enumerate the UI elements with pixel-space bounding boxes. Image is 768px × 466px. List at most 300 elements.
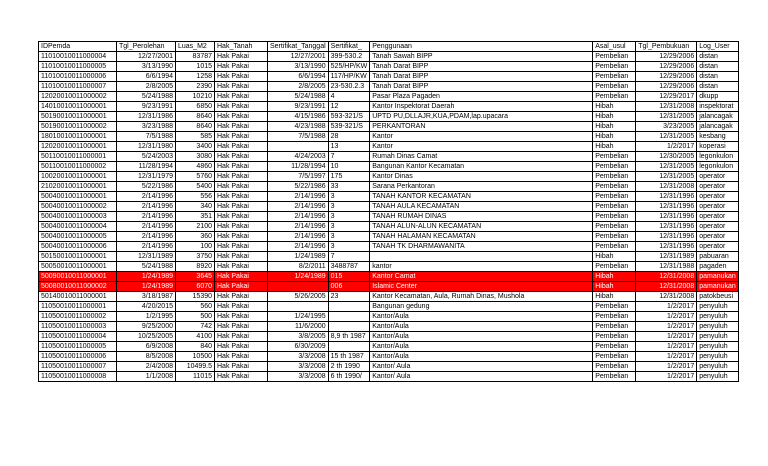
cell[interactable]: 1/24/1989 [268,252,329,262]
cell[interactable]: Kantor/ Aula [370,372,593,382]
cell[interactable]: 5/24/1988 [117,92,176,102]
cell[interactable]: 100 [176,242,215,252]
cell[interactable]: 015 [328,272,370,282]
cell[interactable]: 3/23/1988 [117,122,176,132]
cell[interactable]: 8640 [176,122,215,132]
cell[interactable]: 50110010011000002 [39,162,117,172]
cell[interactable] [370,252,593,262]
cell[interactable]: penyuluh [697,372,739,382]
cell[interactable]: 12/31/1989 [117,252,176,262]
cell[interactable]: TANAH ALUN-ALUN KECAMATAN [370,222,593,232]
cell[interactable]: 1/24/1989 [268,272,329,282]
cell[interactable]: Penggunaan [370,42,593,52]
cell[interactable]: 21020010011000001 [39,182,117,192]
cell[interactable]: Tanah Sawah BIPP [370,52,593,62]
cell[interactable]: 11050010011000002 [39,312,117,322]
cell[interactable] [268,142,329,152]
cell[interactable]: operator [697,172,739,182]
cell[interactable]: 10500 [176,352,215,362]
cell[interactable]: Kantor Camat [370,272,593,282]
cell[interactable]: 2/14/1996 [117,192,176,202]
cell[interactable]: 3/18/1987 [117,292,176,302]
cell[interactable]: penyuluh [697,322,739,332]
cell[interactable]: operator [697,182,739,192]
cell[interactable]: Hak Pakai [215,52,268,62]
cell[interactable]: 18010010011000001 [39,132,117,142]
cell[interactable]: TANAH KANTOR KECAMATAN [370,192,593,202]
cell[interactable]: 11050010011000005 [39,342,117,352]
cell[interactable]: Pembelian [593,232,636,242]
cell[interactable]: operator [697,202,739,212]
cell[interactable]: penyuluh [697,362,739,372]
cell[interactable]: 500 [176,312,215,322]
cell[interactable]: 11050010011000008 [39,372,117,382]
cell[interactable]: Pembelian [593,222,636,232]
cell[interactable]: Hibah [593,292,636,302]
cell[interactable]: 12/31/2008 [636,272,697,282]
cell[interactable]: pamanukan [697,282,739,292]
cell[interactable]: Hak Pakai [215,192,268,202]
cell[interactable]: pamanukan [697,272,739,282]
cell[interactable]: 23 [328,292,370,302]
cell[interactable]: 12/29/2006 [636,72,697,82]
cell[interactable]: 3 [328,192,370,202]
cell[interactable]: 50150010011000001 [39,252,117,262]
cell[interactable]: 4/20/2015 [117,302,176,312]
cell[interactable]: 742 [176,322,215,332]
cell[interactable]: 3/3/2008 [268,372,329,382]
cell[interactable]: 9/23/1991 [117,102,176,112]
cell[interactable]: Hak Pakai [215,172,268,182]
cell[interactable]: 3750 [176,252,215,262]
cell[interactable]: Kantor Kecamatan, Aula, Rumah Dinas, Mushola [370,292,593,302]
cell[interactable]: 399-530.2 [328,52,370,62]
cell[interactable]: Pembelian [593,82,636,92]
cell[interactable]: Pembelian [593,182,636,192]
cell[interactable]: Pembelian [593,52,636,62]
cell[interactable]: 2/14/1996 [117,232,176,242]
cell[interactable]: 2/14/1996 [117,242,176,252]
cell[interactable]: Pembelian [593,152,636,162]
cell[interactable]: 1015 [176,62,215,72]
cell[interactable]: 50140010011000001 [39,292,117,302]
cell[interactable]: distan [697,82,739,92]
cell[interactable]: Hak Pakai [215,162,268,172]
cell[interactable]: 2/14/1996 [117,212,176,222]
cell[interactable]: 12/31/2008 [636,182,697,192]
cell[interactable]: Hak Pakai [215,352,268,362]
cell[interactable]: 3400 [176,142,215,152]
cell[interactable]: 11010010011000007 [39,82,117,92]
cell[interactable]: Pembelian [593,162,636,172]
cell[interactable]: Pembelian [593,372,636,382]
cell[interactable]: Hak Pakai [215,82,268,92]
cell[interactable]: Hibah [593,282,636,292]
cell[interactable]: 2/14/1996 [117,222,176,232]
cell[interactable]: 50050010011000001 [39,262,117,272]
cell[interactable]: 7/5/1997 [268,172,329,182]
cell[interactable]: 4860 [176,162,215,172]
cell[interactable]: 1/2/2017 [636,372,697,382]
cell[interactable]: 12/31/1996 [636,232,697,242]
cell[interactable]: legonkulon [697,152,739,162]
cell[interactable]: 50110010011000001 [39,152,117,162]
cell[interactable]: 11050010011000003 [39,322,117,332]
cell[interactable]: Kantor/Aula [370,322,593,332]
cell[interactable]: 11/28/1994 [117,162,176,172]
cell[interactable]: 585 [176,132,215,142]
cell[interactable]: 12/31/1996 [636,242,697,252]
cell[interactable]: Pembelian [593,92,636,102]
cell[interactable]: 3/23/2005 [636,122,697,132]
cell[interactable] [328,312,370,322]
cell[interactable]: Hak Pakai [215,92,268,102]
cell[interactable]: 6/6/1994 [117,72,176,82]
cell[interactable]: 7/5/1988 [268,132,329,142]
cell[interactable]: 1/2/2017 [636,302,697,312]
cell[interactable]: 12/31/1996 [636,222,697,232]
cell[interactable]: 12/31/1996 [636,192,697,202]
cell[interactable]: Hak Pakai [215,72,268,82]
cell[interactable]: 3080 [176,152,215,162]
cell[interactable]: 12020010011000001 [39,142,117,152]
cell[interactable]: 12/31/1986 [117,112,176,122]
cell[interactable]: 12/31/2008 [636,102,697,112]
cell[interactable]: 12/31/2008 [636,292,697,302]
cell[interactable]: Hak Pakai [215,272,268,282]
cell[interactable]: Hak Pakai [215,302,268,312]
cell[interactable]: 15390 [176,292,215,302]
cell[interactable]: 4/23/1988 [268,122,329,132]
cell[interactable]: 50040010011000003 [39,212,117,222]
cell[interactable]: 5/24/1988 [268,92,329,102]
cell[interactable]: UPTD PU,DLLAJR,KUA,PDAM,lap.upacara [370,112,593,122]
cell[interactable]: Hak Pakai [215,282,268,292]
cell[interactable]: Pembelian [593,312,636,322]
cell[interactable]: Hak Pakai [215,292,268,302]
cell[interactable]: 12/30/2005 [636,152,697,162]
cell[interactable]: IDPemda [39,42,117,52]
cell[interactable]: 5760 [176,172,215,182]
cell[interactable]: Tgl_Pembukuan [636,42,697,52]
cell[interactable]: 5/22/1986 [117,182,176,192]
cell[interactable]: Pembelian [593,192,636,202]
cell[interactable]: Hibah [593,132,636,142]
cell[interactable]: Kantor/Aula [370,342,593,352]
cell[interactable]: 2/14/1996 [268,232,329,242]
cell[interactable]: 3/3/2008 [268,362,329,372]
cell[interactable]: 11/28/1994 [268,162,329,172]
cell[interactable]: Hak Pakai [215,372,268,382]
cell[interactable]: pabuaran [697,252,739,262]
cell[interactable]: 11010010011000005 [39,62,117,72]
cell[interactable]: 13 [328,142,370,152]
cell[interactable]: Kantor Inspektorat Daerah [370,102,593,112]
cell[interactable]: 2/14/1996 [268,242,329,252]
cell[interactable]: 1/2/2017 [636,352,697,362]
cell[interactable]: Kantor Dinas [370,172,593,182]
cell[interactable]: 593-321/S [328,112,370,122]
cell[interactable]: 3488787 [328,262,370,272]
cell[interactable]: inspektorat [697,102,739,112]
cell[interactable]: Hak Pakai [215,112,268,122]
cell[interactable]: operator [697,242,739,252]
cell[interactable] [328,302,370,312]
cell[interactable]: 3/13/1990 [268,62,329,72]
cell[interactable] [328,342,370,352]
cell[interactable]: 3/13/1990 [117,62,176,72]
cell[interactable]: 2/14/1996 [268,212,329,222]
cell[interactable]: operator [697,192,739,202]
cell[interactable]: 12/31/2008 [636,282,697,292]
cell[interactable]: 12/31/2005 [636,112,697,122]
cell[interactable]: Pembelian [593,332,636,342]
cell[interactable]: 12/31/1988 [636,262,697,272]
cell[interactable]: PERKANTORAN [370,122,593,132]
cell[interactable]: 50190010011000001 [39,112,117,122]
cell[interactable]: Hak Pakai [215,362,268,372]
cell[interactable]: 539-321/S [328,122,370,132]
cell[interactable]: Hibah [593,252,636,262]
cell[interactable]: 2 th 1990 [328,362,370,372]
cell[interactable]: penyuluh [697,302,739,312]
cell[interactable]: 10499.5 [176,362,215,372]
cell[interactable]: 4/15/1986 [268,112,329,122]
cell[interactable]: Hibah [593,142,636,152]
cell[interactable]: Tanah Darat BIPP [370,62,593,72]
cell[interactable]: 50080010011000002 [39,282,117,292]
cell[interactable]: 12/31/1980 [117,142,176,152]
cell[interactable]: TANAH RUMAH DINAS [370,212,593,222]
cell[interactable]: Kantor [370,132,593,142]
cell[interactable]: Log_User [697,42,739,52]
cell[interactable]: 12/31/2005 [636,132,697,142]
cell[interactable]: kesbang [697,132,739,142]
cell[interactable]: Hak Pakai [215,122,268,132]
cell[interactable]: 9/25/2000 [117,322,176,332]
cell[interactable]: 12 [328,102,370,112]
cell[interactable]: Hak Pakai [215,152,268,162]
cell[interactable]: 840 [176,342,215,352]
cell[interactable]: Tgl_Perolehan [117,42,176,52]
cell[interactable]: 33 [328,182,370,192]
cell[interactable]: 12/31/1996 [636,202,697,212]
cell[interactable]: Pembelian [593,62,636,72]
cell[interactable]: 525/HP/KW [328,62,370,72]
cell[interactable]: 3 [328,242,370,252]
cell[interactable]: 50040010011000002 [39,202,117,212]
cell[interactable]: penyuluh [697,342,739,352]
cell[interactable]: Sertifikat_Tanggal [268,42,329,52]
cell[interactable]: koperasi [697,142,739,152]
cell[interactable]: 1/2/2017 [636,312,697,322]
cell[interactable] [268,282,329,292]
cell[interactable]: 5/22/1986 [268,182,329,192]
cell[interactable]: Bangunan gedung [370,302,593,312]
cell[interactable]: 3/8/2005 [268,332,329,342]
cell[interactable]: 10020010011000001 [39,172,117,182]
cell[interactable]: 3 [328,212,370,222]
cell[interactable]: Hak Pakai [215,102,268,112]
cell[interactable]: operator [697,232,739,242]
cell[interactable]: 4/24/2003 [268,152,329,162]
cell[interactable]: 3 [328,202,370,212]
cell[interactable]: Islamic Center [370,282,593,292]
cell[interactable]: 2390 [176,82,215,92]
cell[interactable]: Pembelian [593,342,636,352]
cell[interactable]: 6 th 1990/ [328,372,370,382]
cell[interactable]: kantor [370,262,593,272]
cell[interactable]: penyuluh [697,332,739,342]
cell[interactable]: 1/2/2017 [636,332,697,342]
cell[interactable]: 1/24/1989 [117,282,176,292]
cell[interactable]: 006 [328,282,370,292]
cell[interactable]: 3 [328,232,370,242]
cell[interactable]: Pembelian [593,212,636,222]
cell[interactable]: 50040010011000001 [39,192,117,202]
cell[interactable]: Pembelian [593,72,636,82]
cell[interactable]: Sertifikat_ [328,42,370,52]
cell[interactable]: Kantor/Aula [370,312,593,322]
cell[interactable]: 7 [328,252,370,262]
cell[interactable]: 2/8/2005 [268,82,329,92]
cell[interactable]: 3/3/2008 [268,352,329,362]
cell[interactable]: 117/HP/KW [328,72,370,82]
cell[interactable]: 6070 [176,282,215,292]
cell[interactable]: distan [697,52,739,62]
cell[interactable]: 15 th 1987 [328,352,370,362]
cell[interactable]: Hibah [593,272,636,282]
cell[interactable]: Pembelian [593,352,636,362]
cell[interactable]: 2/14/1996 [268,192,329,202]
cell[interactable]: 50040010011000006 [39,242,117,252]
cell[interactable]: 1/2/2017 [636,322,697,332]
cell[interactable] [328,322,370,332]
cell[interactable]: 1258 [176,72,215,82]
cell[interactable]: 556 [176,192,215,202]
cell[interactable]: 12/31/1996 [636,212,697,222]
cell[interactable]: 10210 [176,92,215,102]
cell[interactable]: 11015 [176,372,215,382]
cell[interactable]: 12020010011000002 [39,92,117,102]
cell[interactable] [268,302,329,312]
cell[interactable]: Hak_Tanah [215,42,268,52]
cell[interactable]: TANAH TK DHARMAWANITA [370,242,593,252]
cell[interactable]: TANAH HALAMAN KECAMATAN [370,232,593,242]
cell[interactable]: 12/31/1979 [117,172,176,182]
cell[interactable]: 360 [176,232,215,242]
cell[interactable]: 7/5/1988 [117,132,176,142]
cell[interactable]: 12/31/2005 [636,172,697,182]
cell[interactable]: 2/14/1996 [268,222,329,232]
cell[interactable]: 11050010011000001 [39,302,117,312]
cell[interactable]: Hak Pakai [215,252,268,262]
cell[interactable]: jalancagak [697,122,739,132]
cell[interactable]: 6/30/2009 [268,342,329,352]
cell[interactable]: 1/24/1989 [117,272,176,282]
cell[interactable]: TANAH AULA KECAMATAN [370,202,593,212]
cell[interactable]: 8/5/2008 [117,352,176,362]
cell[interactable]: Pembelian [593,302,636,312]
cell[interactable]: Pembelian [593,262,636,272]
cell[interactable]: 50090010011000001 [39,272,117,282]
cell[interactable]: 8/2/2011 [268,262,329,272]
cell[interactable]: Tanah Darat BIPP [370,82,593,92]
cell[interactable]: 11050010011000004 [39,332,117,342]
cell[interactable]: dkupp [697,92,739,102]
cell[interactable]: 6/9/2008 [117,342,176,352]
cell[interactable]: Pembelian [593,202,636,212]
cell[interactable]: Hak Pakai [215,182,268,192]
cell[interactable]: 8,9 th 1987 [328,332,370,342]
cell[interactable]: 1/1/2008 [117,372,176,382]
cell[interactable]: 7 [328,152,370,162]
cell[interactable]: Hak Pakai [215,132,268,142]
cell[interactable]: 1/2/2017 [636,362,697,372]
cell[interactable]: Hibah [593,102,636,112]
cell[interactable]: Pembelian [593,322,636,332]
cell[interactable]: 2/8/2005 [117,82,176,92]
cell[interactable]: 5/24/2003 [117,152,176,162]
cell[interactable]: Kantor/Aula [370,352,593,362]
cell[interactable]: 3 [328,222,370,232]
cell[interactable]: Kantor/ Aula [370,362,593,372]
cell[interactable]: Hak Pakai [215,62,268,72]
cell[interactable]: 5/24/1988 [117,262,176,272]
cell[interactable]: 12/29/2006 [636,52,697,62]
cell[interactable]: Hak Pakai [215,232,268,242]
cell[interactable]: distan [697,62,739,72]
cell[interactable]: operator [697,222,739,232]
cell[interactable]: 2/14/1996 [268,202,329,212]
cell[interactable]: 1/2/1995 [117,312,176,322]
cell[interactable]: legonkulon [697,162,739,172]
cell[interactable]: Pembelian [593,172,636,182]
cell[interactable]: 12/27/2001 [268,52,329,62]
cell[interactable]: Hibah [593,122,636,132]
cell[interactable]: Hak Pakai [215,342,268,352]
cell[interactable]: 10 [328,162,370,172]
cell[interactable]: Hak Pakai [215,262,268,272]
cell[interactable]: 12/29/2017 [636,92,697,102]
cell[interactable]: operator [697,212,739,222]
cell[interactable]: 50190010011000002 [39,122,117,132]
cell[interactable]: 5/26/2005 [268,292,329,302]
cell[interactable]: patokbeusi [697,292,739,302]
cell[interactable]: Hak Pakai [215,222,268,232]
cell[interactable]: Kantor [370,142,593,152]
cell[interactable]: penyuluh [697,312,739,322]
cell[interactable]: 28 [328,132,370,142]
cell[interactable]: 5400 [176,182,215,192]
cell[interactable]: 1/24/1995 [268,312,329,322]
cell[interactable]: 560 [176,302,215,312]
cell[interactable]: 4 [328,92,370,102]
cell[interactable]: 50040010011000005 [39,232,117,242]
cell[interactable]: 9/23/1991 [268,102,329,112]
cell[interactable]: Luas_M2 [176,42,215,52]
cell[interactable]: Hak Pakai [215,242,268,252]
cell[interactable]: 50040010011000004 [39,222,117,232]
cell[interactable]: 12/29/2006 [636,82,697,92]
cell[interactable]: Pembelian [593,362,636,372]
cell[interactable]: penyuluh [697,352,739,362]
cell[interactable]: 1/2/2017 [636,142,697,152]
cell[interactable]: 12/27/2001 [117,52,176,62]
cell[interactable]: Rumah Dinas Camat [370,152,593,162]
cell[interactable]: Asal_usul [593,42,636,52]
cell[interactable]: 351 [176,212,215,222]
